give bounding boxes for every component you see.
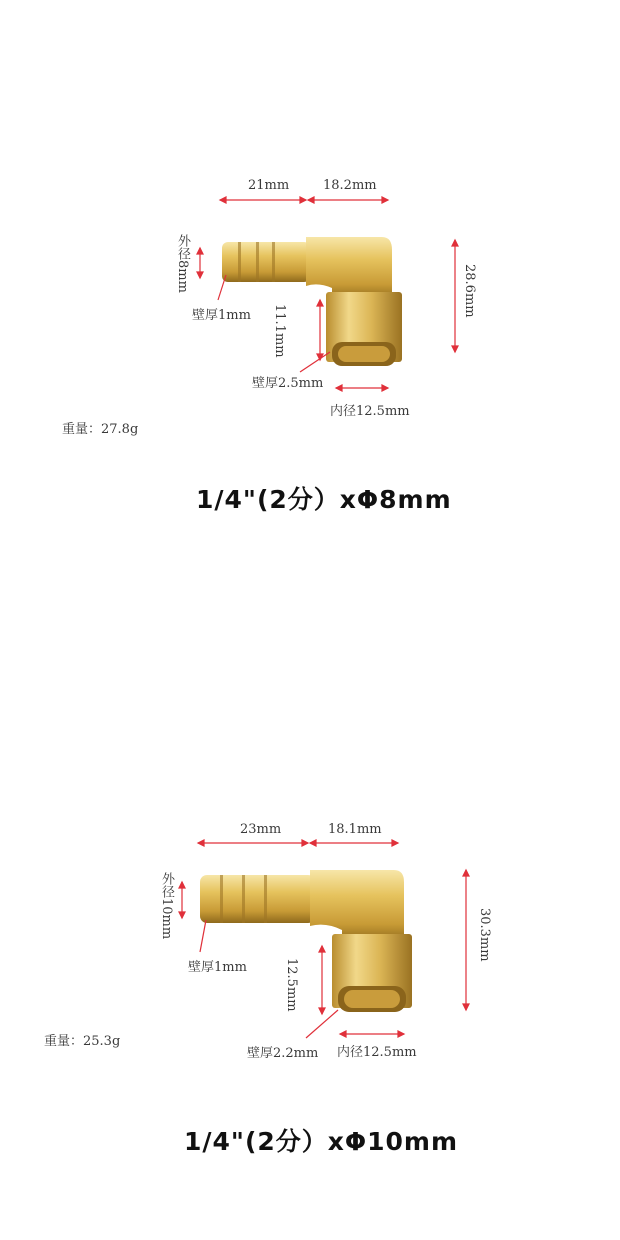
elbow-fitting-image [200, 870, 412, 1012]
product-title: 1/4"(2分）xΦ10mm [184, 1127, 459, 1156]
hose-length-label: 21mm [248, 178, 290, 193]
product-title: 1/4"(2分）xΦ8mm [196, 485, 452, 514]
elbow-fitting-image [222, 237, 402, 366]
height-label: 28.6mm [462, 264, 477, 318]
hose-wall-label: 壁厚1mm [192, 308, 251, 323]
weight-label: 重量：27.8g [62, 422, 139, 437]
hose-wall-label: 壁厚1mm [188, 960, 247, 975]
product-panel-10mm [0, 620, 620, 1240]
dimension-lines [179, 840, 469, 1038]
hose-length-label: 23mm [240, 822, 282, 837]
height-label: 30.3mm [477, 908, 492, 962]
socket-wall-label: 壁厚2.2mm [247, 1046, 319, 1061]
inner-diameter-label: 内径12.5mm [330, 404, 410, 419]
weight-label: 重量：25.3g [44, 1034, 121, 1049]
inner-diameter-label: 内径12.5mm [337, 1045, 417, 1060]
body-length-label: 18.1mm [328, 822, 382, 837]
socket-length-label: 12.5mm [284, 958, 299, 1012]
body-length-label: 18.2mm [323, 178, 377, 193]
socket-length-label: 11.1mm [272, 304, 287, 358]
outer-diameter-label: 外径10mm [159, 872, 174, 940]
outer-diameter-label: 外径8mm [175, 234, 190, 293]
socket-wall-label: 壁厚2.5mm [252, 376, 324, 391]
